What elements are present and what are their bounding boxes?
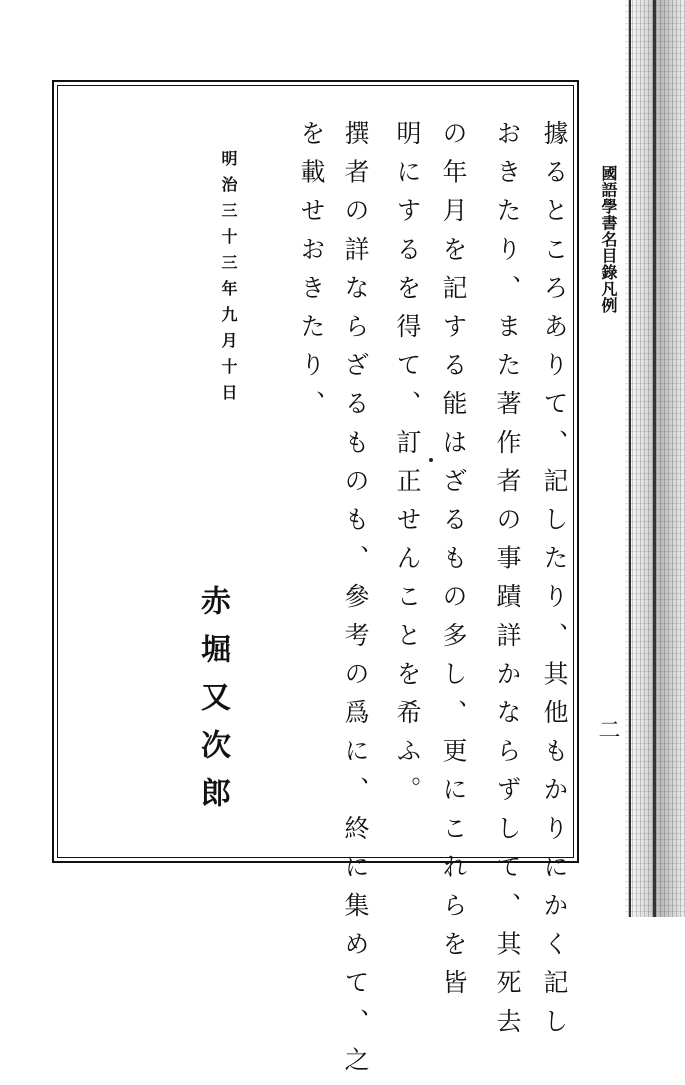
author-name: 赤堀又次郎 — [195, 585, 230, 825]
body-column-6: を載せおきたり、 — [297, 120, 326, 429]
page-edge-line — [629, 0, 631, 917]
body-column-3: の年月を記する能はざるもの多し、更にこれらを皆 — [439, 120, 468, 1008]
running-header: 國語學書名目錄凡例 — [599, 165, 618, 314]
body-column-5: 撰者の詳ならざるものも、參考の爲に、終に集めて、之 — [341, 120, 370, 1085]
page-number: 二 — [595, 718, 620, 740]
body-column-4: 明にするを得て、訂正せんことを希ふ。 — [393, 120, 422, 815]
body-column-1: 據るところありて、記したり、其他もかりにかく記し — [540, 120, 569, 1047]
ink-speck — [429, 458, 433, 462]
body-column-2: おきたり、また著作者の事蹟詳かならずして、其死去 — [493, 120, 522, 1047]
date-line: 明治三十三年九月十日 — [219, 150, 238, 410]
page-edge-line-outer — [653, 0, 656, 917]
